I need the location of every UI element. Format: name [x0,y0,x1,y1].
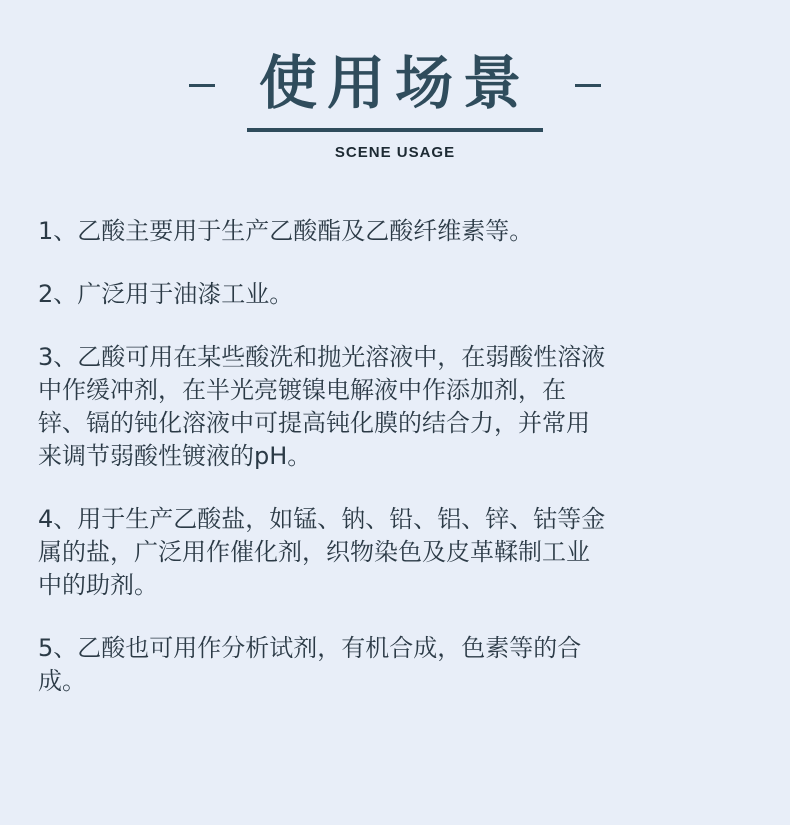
title-row [0,40,790,130]
usage-item-4: 4、用于生产乙酸盐，如锰、钠、铅、铝、锌、钴等金 属的盐，广泛用作催化剂，织物染色及皮革鞣制工业 中的助剂。 [38,505,606,599]
usage-list [38,215,758,728]
page-title: 使用场景 [247,38,543,132]
usage-item-2: 2、广泛用于油漆工业。 [38,280,294,308]
title-dash-left [189,84,215,87]
section-header [0,0,790,180]
usage-item-5: 5、乙酸也可用作分析试剂，有机合成，色素等的合 成。 [38,634,582,695]
usage-item-3: 3、乙酸可用在某些酸洗和抛光溶液中，在弱酸性溶液 中作缓冲剂，在半光亮镀镍电解液中作添加剂，在 锌、镉的钝化溶液中可提高钝化膜的结合力，并常用 来调节弱酸性镀液的pH。 [38,343,606,470]
title-dash-right [575,84,601,87]
usage-item-1: 1、乙酸主要用于生产乙酸酯及乙酸纤维素等。 [38,217,534,245]
page-subtitle: SCENE USAGE [334,144,456,161]
